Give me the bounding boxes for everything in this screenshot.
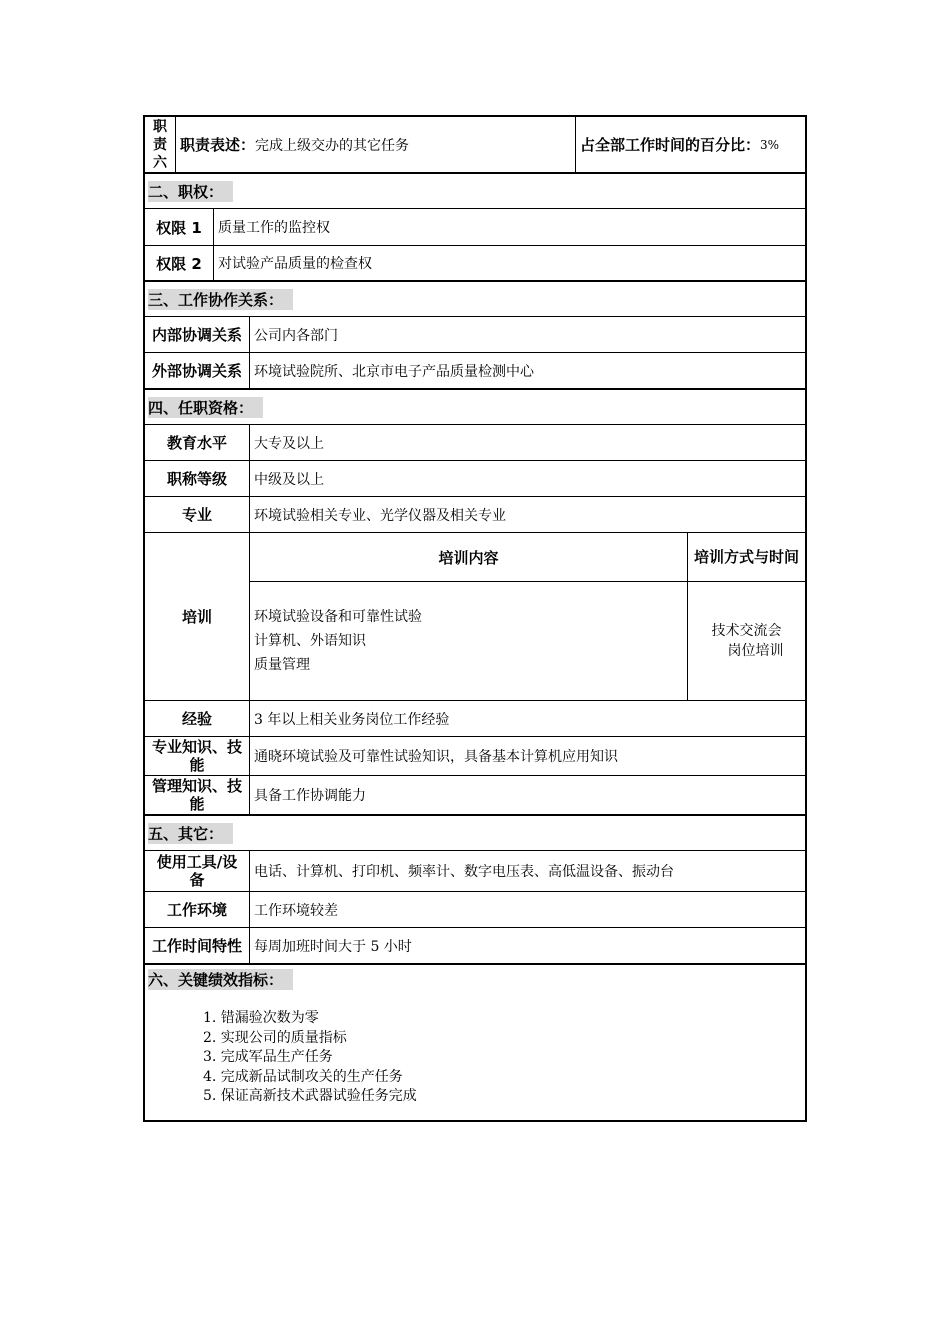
duty6-desc-cell <box>175 117 575 172</box>
duty6-time-cell <box>575 117 805 172</box>
job-description-table <box>143 115 807 1122</box>
education-label: 教育水平 <box>166 434 227 452</box>
kpi-title: 六、关键绩效指标： <box>145 969 293 989</box>
training-content-item: 环境试验设备和可靠性试验 <box>254 608 422 625</box>
mgmt-row <box>143 776 807 816</box>
skill-value: 通晓环境试验及可靠性试验知识，具备基本计算机应用知识 <box>249 737 805 775</box>
training-contents <box>250 581 687 700</box>
other-title: 五、其它： <box>145 816 805 850</box>
internal-relations-value: 公司内各部门 <box>249 317 805 352</box>
tools-row <box>143 851 807 892</box>
relations-title: 三、工作协作关系： <box>145 282 805 316</box>
env-row <box>143 892 807 928</box>
duty6-desc-label: 职责表述： <box>180 136 256 154</box>
qualifications-title: 四、任职资格： <box>145 390 805 424</box>
training-content-item: 计算机、外语知识 <box>254 632 366 649</box>
mgmt-label: 管理知识、技能 <box>151 777 242 813</box>
kpi-item: 4. 完成新品试制攻关的生产任务 <box>203 1068 403 1085</box>
rank-row <box>143 461 807 497</box>
major-value: 环境试验相关专业、光学仪器及相关专业 <box>249 497 805 532</box>
skill-row <box>143 737 807 776</box>
authority-row-1 <box>143 209 807 246</box>
training-content-item: 质量管理 <box>254 656 310 673</box>
time-label: 工作时间特性 <box>151 937 242 955</box>
duty6-time-label: 占全部工作时间的百分比： <box>580 136 761 154</box>
duty6-desc: 完成上级交办的其它任务 <box>255 137 410 154</box>
external-relations-value: 环境试验院所、北京市电子产品质量检测中心 <box>249 353 805 388</box>
training-label: 培训 <box>181 608 212 626</box>
qualifications-section-row <box>143 390 807 425</box>
kpi-item: 1. 错漏验次数为零 <box>203 1010 319 1026</box>
authority-value-2: 对试验产品质量的检查权 <box>213 246 805 280</box>
training-header-row <box>250 533 805 582</box>
skill-label: 专业知识、技能 <box>151 738 242 774</box>
experience-value: 3 年以上相关业务岗位工作经验 <box>249 701 805 736</box>
env-value: 工作环境较差 <box>249 892 805 927</box>
kpi-item: 5. 保证高新技术武器试验任务完成 <box>203 1088 417 1104</box>
authority-label-2: 权限 2 <box>156 254 202 273</box>
authority-section-row <box>143 174 807 209</box>
duty6-label: 职 责 六 <box>153 118 167 171</box>
experience-label: 经验 <box>181 710 212 728</box>
relations-section-row <box>143 282 807 317</box>
duty6-row <box>143 115 807 174</box>
training-body-row <box>250 581 805 700</box>
training-methods <box>687 581 805 700</box>
tools-value: 电话、计算机、打印机、频率计、数字电压表、高低温设备、振动台 <box>249 851 805 891</box>
external-relations-row <box>143 353 807 390</box>
kpi-list <box>203 1009 417 1107</box>
rank-value: 中级及以上 <box>249 461 805 496</box>
training-grid <box>249 533 805 700</box>
training-row <box>143 533 807 701</box>
env-label: 工作环境 <box>166 901 227 919</box>
rank-label: 职称等级 <box>166 470 227 488</box>
kpi-section <box>143 965 807 1122</box>
external-relations-label: 外部协调关系 <box>151 362 242 380</box>
training-content-header: 培训内容 <box>438 548 499 567</box>
tools-label: 使用工具/设备 <box>156 853 238 889</box>
time-value: 每周加班时间大于 5 小时 <box>249 928 805 963</box>
training-method-item: 岗位培训 <box>727 642 784 659</box>
internal-relations-row <box>143 317 807 353</box>
education-value: 大专及以上 <box>249 425 805 460</box>
training-method-item: 技术交流会 <box>711 622 782 639</box>
other-section-row <box>143 816 807 851</box>
duty6-time-value: 3% <box>760 137 780 152</box>
time-row <box>143 928 807 965</box>
authority-title: 二、职权： <box>145 174 805 208</box>
major-row <box>143 497 807 533</box>
experience-row <box>143 701 807 737</box>
education-row <box>143 425 807 461</box>
kpi-item: 3. 完成军品生产任务 <box>203 1049 333 1065</box>
mgmt-value: 具备工作协调能力 <box>249 776 805 814</box>
authority-row-2 <box>143 246 807 282</box>
authority-label-1: 权限 1 <box>156 218 202 237</box>
training-method-header: 培训方式与时间 <box>687 533 805 581</box>
kpi-item: 2. 实现公司的质量指标 <box>203 1029 347 1046</box>
internal-relations-label: 内部协调关系 <box>151 326 242 344</box>
authority-value-1: 质量工作的监控权 <box>213 209 805 245</box>
major-label: 专业 <box>181 506 212 524</box>
